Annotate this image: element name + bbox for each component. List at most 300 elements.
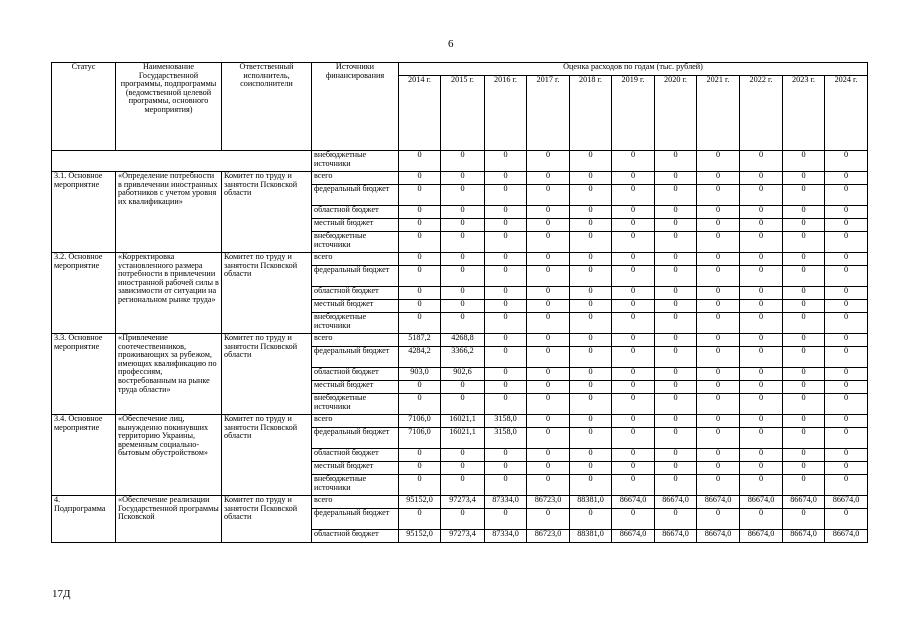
table-row [52, 253, 868, 266]
value-cell: 5187,2 [399, 334, 441, 347]
page-number: 6 [448, 38, 454, 50]
table-row [52, 172, 868, 185]
value-cell: 0 [399, 206, 441, 219]
value-cell: 87334,0 [485, 496, 527, 509]
executor-cell: Комитет по труду и занятости Псковской области [222, 172, 312, 253]
value-cell: 4284,2 [399, 347, 441, 368]
value-cell: 0 [783, 266, 825, 287]
value-cell: 0 [825, 415, 868, 428]
value-cell: 0 [825, 334, 868, 347]
value-cell: 0 [612, 206, 655, 219]
source-cell: местный бюджет [312, 219, 399, 232]
value-cell: 0 [612, 287, 655, 300]
value-cell: 0 [740, 449, 783, 462]
value-cell: 86674,0 [783, 496, 825, 509]
value-cell: 0 [485, 287, 527, 300]
value-cell: 0 [655, 347, 697, 368]
value-cell: 0 [697, 381, 740, 394]
source-cell: внебюджетные источники [312, 313, 399, 334]
value-cell: 0 [485, 381, 527, 394]
value-cell: 0 [485, 232, 527, 253]
value-cell: 0 [783, 219, 825, 232]
value-cell: 0 [655, 172, 697, 185]
value-cell: 0 [527, 206, 570, 219]
executor-cell: Комитет по труду и занятости Псковской области [222, 496, 312, 543]
value-cell: 86674,0 [740, 530, 783, 543]
value-cell: 0 [441, 232, 485, 253]
value-cell: 0 [612, 462, 655, 475]
value-cell: 0 [740, 334, 783, 347]
value-cell: 0 [612, 266, 655, 287]
value-cell: 0 [570, 368, 612, 381]
value-cell: 0 [783, 462, 825, 475]
value-cell: 0 [740, 415, 783, 428]
value-cell: 0 [399, 219, 441, 232]
program-name-cell: «Обеспечение лиц, вынужденно покинувших территорию Украины, временным социально-бытовым обустройством» [116, 415, 222, 496]
value-cell: 0 [697, 300, 740, 313]
value-cell: 0 [570, 449, 612, 462]
value-cell: 0 [740, 151, 783, 172]
source-cell: внебюджетные источники [312, 475, 399, 496]
value-cell: 86674,0 [655, 496, 697, 509]
value-cell: 0 [570, 185, 612, 206]
value-cell: 0 [570, 347, 612, 368]
value-cell: 0 [612, 394, 655, 415]
value-cell: 88381,0 [570, 496, 612, 509]
value-cell: 86674,0 [740, 496, 783, 509]
value-cell: 0 [441, 253, 485, 266]
value-cell: 0 [783, 313, 825, 334]
value-cell: 0 [697, 394, 740, 415]
value-cell: 0 [527, 151, 570, 172]
value-cell: 0 [612, 449, 655, 462]
value-cell: 0 [697, 185, 740, 206]
value-cell: 86723,0 [527, 530, 570, 543]
header-source: Источники финансирования [312, 63, 399, 151]
value-cell: 0 [570, 151, 612, 172]
program-name-cell: «Привлечение соотечественников, проживающих за рубежом, имеющих квалификацию по профессиям, востребованным на рынке труда области» [116, 334, 222, 415]
value-cell: 97273,4 [441, 530, 485, 543]
value-cell: 0 [612, 475, 655, 496]
value-cell: 0 [612, 219, 655, 232]
value-cell: 0 [612, 509, 655, 530]
status-cell: 3.2. Основное мероприятие [52, 253, 116, 334]
value-cell: 0 [825, 206, 868, 219]
value-cell: 86674,0 [783, 530, 825, 543]
value-cell: 0 [740, 300, 783, 313]
value-cell: 0 [825, 428, 868, 449]
value-cell: 0 [783, 381, 825, 394]
value-cell: 0 [441, 287, 485, 300]
value-cell: 0 [612, 172, 655, 185]
value-cell: 0 [485, 206, 527, 219]
value-cell: 0 [740, 219, 783, 232]
value-cell: 0 [570, 287, 612, 300]
value-cell: 0 [825, 300, 868, 313]
value-cell: 0 [527, 172, 570, 185]
value-cell: 0 [783, 232, 825, 253]
value-cell: 0 [441, 449, 485, 462]
value-cell: 95152,0 [399, 496, 441, 509]
value-cell: 0 [783, 185, 825, 206]
footer-code: 17Д [52, 588, 71, 600]
value-cell: 0 [783, 428, 825, 449]
value-cell: 0 [485, 185, 527, 206]
value-cell: 0 [697, 368, 740, 381]
value-cell: 0 [399, 394, 441, 415]
value-cell: 0 [485, 313, 527, 334]
value-cell: 0 [570, 266, 612, 287]
value-cell: 0 [527, 185, 570, 206]
value-cell: 0 [485, 219, 527, 232]
value-cell: 0 [783, 415, 825, 428]
source-cell: всего [312, 415, 399, 428]
source-cell: местный бюджет [312, 300, 399, 313]
value-cell: 0 [570, 509, 612, 530]
value-cell: 0 [485, 475, 527, 496]
value-cell: 0 [612, 300, 655, 313]
value-cell: 0 [740, 462, 783, 475]
source-cell: федеральный бюджет [312, 428, 399, 449]
value-cell: 0 [783, 206, 825, 219]
header-row [52, 63, 868, 76]
value-cell: 0 [485, 266, 527, 287]
value-cell: 0 [825, 151, 868, 172]
status-cell: 3.4. Основное мероприятие [52, 415, 116, 496]
source-cell: областной бюджет [312, 530, 399, 543]
value-cell: 0 [399, 300, 441, 313]
value-cell: 0 [527, 253, 570, 266]
value-cell: 0 [697, 232, 740, 253]
value-cell: 0 [697, 219, 740, 232]
value-cell: 0 [783, 253, 825, 266]
source-cell: всего [312, 334, 399, 347]
value-cell: 0 [783, 347, 825, 368]
value-cell: 0 [527, 475, 570, 496]
value-cell: 0 [441, 172, 485, 185]
value-cell: 0 [399, 253, 441, 266]
value-cell: 0 [527, 232, 570, 253]
value-cell: 0 [825, 172, 868, 185]
value-cell: 0 [697, 266, 740, 287]
value-cell: 0 [527, 509, 570, 530]
value-cell: 0 [485, 172, 527, 185]
value-cell: 0 [783, 334, 825, 347]
value-cell: 0 [825, 347, 868, 368]
value-cell: 0 [527, 313, 570, 334]
value-cell: 0 [485, 368, 527, 381]
value-cell: 0 [570, 415, 612, 428]
value-cell: 0 [740, 287, 783, 300]
value-cell: 0 [783, 151, 825, 172]
value-cell: 0 [825, 219, 868, 232]
value-cell: 0 [740, 381, 783, 394]
table-row [52, 151, 868, 172]
year-header: 2021 г. [697, 76, 740, 151]
value-cell: 0 [399, 185, 441, 206]
value-cell: 86723,0 [527, 496, 570, 509]
value-cell: 0 [570, 313, 612, 334]
value-cell: 0 [399, 462, 441, 475]
executor-cell: Комитет по труду и занятости Псковской области [222, 334, 312, 415]
value-cell: 0 [527, 394, 570, 415]
value-cell: 86674,0 [697, 496, 740, 509]
table-row [52, 496, 868, 509]
status-cell: 4. Подпрограмма [52, 496, 116, 543]
value-cell: 0 [825, 475, 868, 496]
program-name-cell: «Обеспечение реализации Государственной программы Псковской [116, 496, 222, 543]
source-cell: областной бюджет [312, 368, 399, 381]
value-cell: 97273,4 [441, 496, 485, 509]
value-cell: 0 [441, 462, 485, 475]
value-cell: 0 [485, 253, 527, 266]
value-cell: 0 [655, 462, 697, 475]
value-cell: 0 [399, 232, 441, 253]
value-cell: 86674,0 [697, 530, 740, 543]
value-cell: 0 [485, 462, 527, 475]
value-cell: 0 [612, 313, 655, 334]
value-cell: 0 [783, 287, 825, 300]
value-cell: 0 [570, 253, 612, 266]
value-cell: 0 [612, 151, 655, 172]
executor-cell: Комитет по труду и занятости Псковской области [222, 253, 312, 334]
value-cell: 0 [612, 232, 655, 253]
value-cell: 0 [570, 394, 612, 415]
value-cell: 88381,0 [570, 530, 612, 543]
value-cell: 0 [697, 313, 740, 334]
value-cell: 0 [825, 266, 868, 287]
value-cell: 0 [399, 475, 441, 496]
budget-table [51, 62, 868, 543]
year-header: 2024 г. [825, 76, 868, 151]
source-cell: федеральный бюджет [312, 347, 399, 368]
value-cell: 0 [570, 232, 612, 253]
value-cell: 0 [570, 334, 612, 347]
value-cell: 0 [783, 172, 825, 185]
value-cell: 0 [697, 347, 740, 368]
value-cell: 0 [740, 509, 783, 530]
value-cell: 0 [655, 449, 697, 462]
value-cell: 0 [697, 206, 740, 219]
value-cell: 0 [655, 300, 697, 313]
value-cell: 0 [655, 232, 697, 253]
year-header: 2014 г. [399, 76, 441, 151]
value-cell: 0 [740, 266, 783, 287]
value-cell: 0 [697, 151, 740, 172]
value-cell: 0 [612, 428, 655, 449]
year-header: 2022 г. [740, 76, 783, 151]
value-cell: 87334,0 [485, 530, 527, 543]
header-status: Статус [52, 63, 116, 151]
value-cell: 0 [697, 428, 740, 449]
source-cell: всего [312, 496, 399, 509]
value-cell: 0 [485, 347, 527, 368]
value-cell: 4268,8 [441, 334, 485, 347]
value-cell: 0 [441, 206, 485, 219]
source-cell: областной бюджет [312, 449, 399, 462]
value-cell: 0 [527, 347, 570, 368]
value-cell: 0 [612, 415, 655, 428]
value-cell: 86674,0 [612, 496, 655, 509]
value-cell: 0 [441, 313, 485, 334]
value-cell: 0 [485, 151, 527, 172]
table-row [52, 415, 868, 428]
value-cell: 0 [655, 334, 697, 347]
value-cell: 0 [825, 368, 868, 381]
value-cell: 0 [441, 475, 485, 496]
value-cell: 0 [825, 253, 868, 266]
source-cell: областной бюджет [312, 206, 399, 219]
value-cell: 0 [527, 368, 570, 381]
value-cell: 7106,0 [399, 428, 441, 449]
value-cell: 0 [527, 449, 570, 462]
year-header: 2023 г. [783, 76, 825, 151]
value-cell: 0 [740, 368, 783, 381]
empty-cell [52, 151, 312, 172]
source-cell: внебюджетные источники [312, 394, 399, 415]
year-header: 2017 г. [527, 76, 570, 151]
table-row [52, 334, 868, 347]
value-cell: 0 [783, 509, 825, 530]
value-cell: 0 [655, 219, 697, 232]
year-header: 2019 г. [612, 76, 655, 151]
status-cell: 3.1. Основное мероприятие [52, 172, 116, 253]
value-cell: 0 [399, 381, 441, 394]
header-executor: Ответственный исполнитель, соисполнители [222, 63, 312, 151]
value-cell: 0 [399, 287, 441, 300]
value-cell: 0 [740, 206, 783, 219]
value-cell: 0 [655, 206, 697, 219]
value-cell: 0 [740, 347, 783, 368]
value-cell: 0 [655, 509, 697, 530]
value-cell: 0 [655, 151, 697, 172]
value-cell: 0 [697, 287, 740, 300]
program-name-cell: «Определение потребности в привлечении иностранных работников с учетом уровня их квалификации» [116, 172, 222, 253]
value-cell: 0 [527, 334, 570, 347]
value-cell: 0 [441, 300, 485, 313]
value-cell: 0 [570, 475, 612, 496]
value-cell: 0 [527, 219, 570, 232]
value-cell: 0 [655, 266, 697, 287]
value-cell: 0 [655, 253, 697, 266]
value-cell: 0 [527, 415, 570, 428]
value-cell: 0 [825, 313, 868, 334]
value-cell: 0 [399, 266, 441, 287]
year-header: 2015 г. [441, 76, 485, 151]
value-cell: 0 [527, 287, 570, 300]
value-cell: 3158,0 [485, 415, 527, 428]
value-cell: 0 [825, 449, 868, 462]
header-estimate: Оценка расходов по годам (тыс. рублей) [399, 63, 868, 76]
value-cell: 0 [485, 300, 527, 313]
value-cell: 0 [655, 428, 697, 449]
source-cell: федеральный бюджет [312, 185, 399, 206]
year-header: 2020 г. [655, 76, 697, 151]
value-cell: 0 [655, 313, 697, 334]
value-cell: 0 [655, 368, 697, 381]
value-cell: 86674,0 [825, 496, 868, 509]
value-cell: 0 [655, 381, 697, 394]
value-cell: 0 [697, 334, 740, 347]
source-cell: федеральный бюджет [312, 509, 399, 530]
value-cell: 95152,0 [399, 530, 441, 543]
value-cell: 0 [441, 394, 485, 415]
value-cell: 0 [399, 449, 441, 462]
value-cell: 0 [570, 428, 612, 449]
value-cell: 0 [485, 509, 527, 530]
source-cell: местный бюджет [312, 381, 399, 394]
value-cell: 0 [441, 185, 485, 206]
value-cell: 0 [740, 313, 783, 334]
value-cell: 0 [441, 266, 485, 287]
value-cell: 0 [697, 449, 740, 462]
value-cell: 0 [783, 394, 825, 415]
value-cell: 0 [825, 232, 868, 253]
value-cell: 0 [570, 462, 612, 475]
year-header: 2016 г. [485, 76, 527, 151]
source-cell: областной бюджет [312, 287, 399, 300]
value-cell: 0 [485, 394, 527, 415]
source-cell: внебюджетные источники [312, 151, 399, 172]
value-cell: 0 [441, 219, 485, 232]
value-cell: 0 [612, 381, 655, 394]
value-cell: 0 [441, 509, 485, 530]
value-cell: 0 [740, 185, 783, 206]
value-cell: 0 [740, 172, 783, 185]
value-cell: 0 [825, 394, 868, 415]
value-cell: 0 [612, 185, 655, 206]
value-cell: 0 [825, 381, 868, 394]
value-cell: 0 [783, 368, 825, 381]
value-cell: 0 [399, 509, 441, 530]
value-cell: 7106,0 [399, 415, 441, 428]
value-cell: 3366,2 [441, 347, 485, 368]
value-cell: 0 [527, 462, 570, 475]
value-cell: 86674,0 [612, 530, 655, 543]
value-cell: 0 [527, 300, 570, 313]
value-cell: 0 [612, 347, 655, 368]
value-cell: 0 [783, 449, 825, 462]
value-cell: 0 [485, 334, 527, 347]
value-cell: 0 [697, 475, 740, 496]
value-cell: 0 [825, 509, 868, 530]
value-cell: 0 [740, 232, 783, 253]
value-cell: 16021,1 [441, 428, 485, 449]
value-cell: 0 [697, 415, 740, 428]
value-cell: 86674,0 [825, 530, 868, 543]
value-cell: 0 [740, 428, 783, 449]
value-cell: 0 [399, 151, 441, 172]
program-name-cell: «Корректировка установленного размера потребности в привлечении иностранной рабочей силы в зависимости от ситуации на региональном рынке труда» [116, 253, 222, 334]
source-cell: местный бюджет [312, 462, 399, 475]
value-cell: 0 [825, 287, 868, 300]
value-cell: 0 [697, 509, 740, 530]
source-cell: всего [312, 253, 399, 266]
value-cell: 0 [570, 172, 612, 185]
value-cell: 0 [825, 462, 868, 475]
value-cell: 0 [441, 151, 485, 172]
value-cell: 0 [485, 449, 527, 462]
source-cell: всего [312, 172, 399, 185]
value-cell: 0 [740, 394, 783, 415]
value-cell: 0 [612, 368, 655, 381]
year-header: 2018 г. [570, 76, 612, 151]
value-cell: 0 [612, 334, 655, 347]
header-name: Наименование Государственной программы, подпрограммы (ведомственной целевой программы, основного мероприятия) [116, 63, 222, 151]
value-cell: 0 [527, 266, 570, 287]
value-cell: 0 [527, 428, 570, 449]
value-cell: 903,0 [399, 368, 441, 381]
